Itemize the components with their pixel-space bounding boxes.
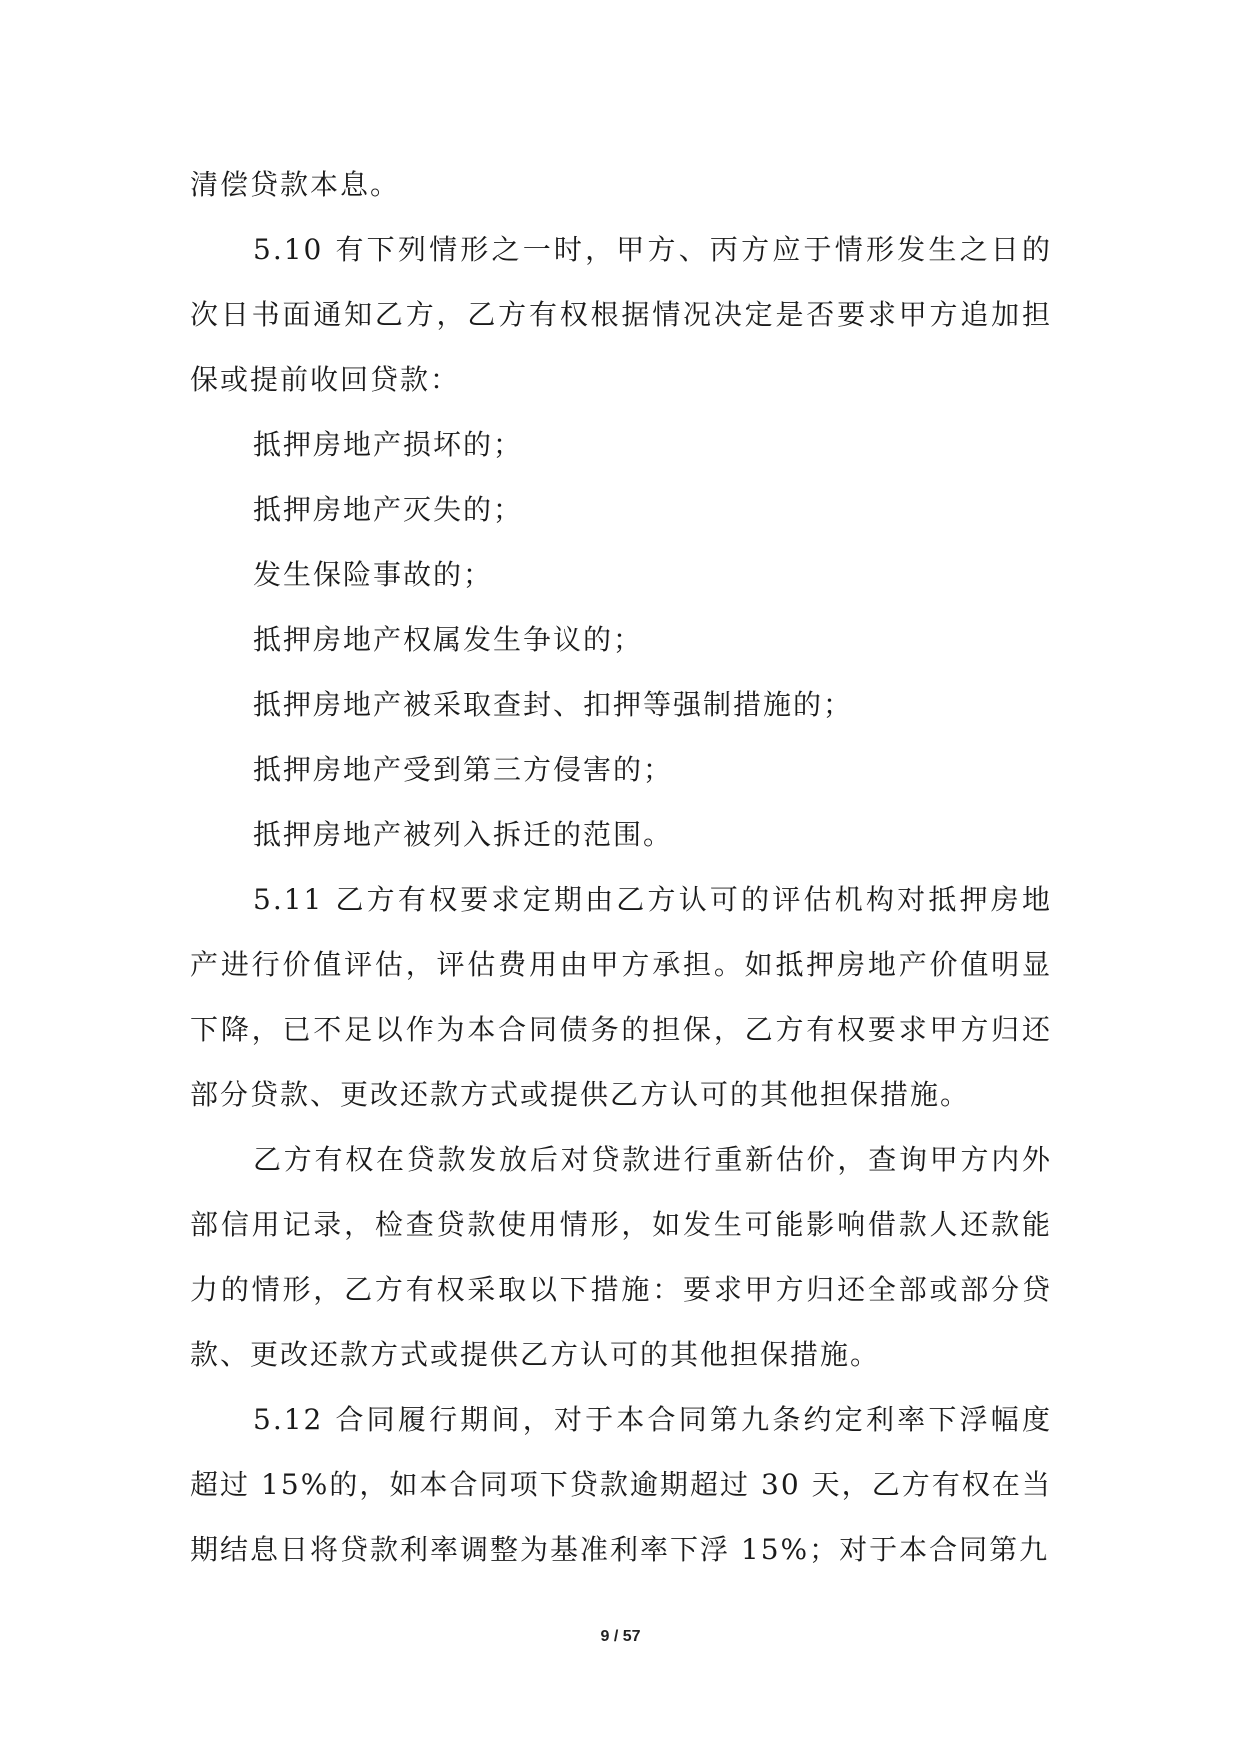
list-item: 抵押房地产受到第三方侵害的； — [253, 753, 674, 786]
list-item: 抵押房地产被采取查封、扣押等强制措施的； — [253, 688, 854, 721]
page-number: 9 / 57 — [600, 1628, 641, 1645]
list-item: 抵押房地产权属发生争议的； — [253, 623, 644, 656]
clause-5-11-continued: 乙方有权在贷款发放后对贷款进行重新估价，查询甲方内外部信用记录，检查贷款使用情形，如发生可能影响借款人还款能力的情形，乙方有权采取以下措施：要求甲方归还全部或部分贷款、更改还款方式或提供乙方认可的其他担保措施。 — [190, 1143, 1052, 1371]
list-item: 抵押房地产损坏的； — [253, 428, 524, 461]
paragraph-continuation: 清偿贷款本息。 — [190, 168, 401, 201]
clause-5-11: 5.11 乙方有权要求定期由乙方认可的评估机构对抵押房地产进行价值评估，评估费用由甲方承担。如抵押房地产价值明显下降，已不足以作为本合同债务的担保，乙方有权要求甲方归还部分贷款、更改还款方式或提供乙方认可的其他担保措施。 — [190, 883, 1052, 1111]
clause-5-12: 5.12 合同履行期间，对于本合同第九条约定利率下浮幅度超过 15%的，如本合同项下贷款逾期超过 30 天，乙方有权在当期结息日将贷款利率调整为基准利率下浮 15%；对于本合同第九 — [190, 1403, 1052, 1566]
list-item: 发生保险事故的； — [253, 558, 494, 591]
clause-5-10: 5.10 有下列情形之一时，甲方、丙方应于情形发生之日的次日书面通知乙方，乙方有权根据情况决定是否要求甲方追加担保或提前收回贷款： — [190, 233, 1052, 396]
list-item: 抵押房地产灭失的； — [253, 493, 524, 526]
document-body — [190, 152, 1052, 1582]
list-item: 抵押房地产被列入拆迁的范围。 — [253, 818, 674, 851]
